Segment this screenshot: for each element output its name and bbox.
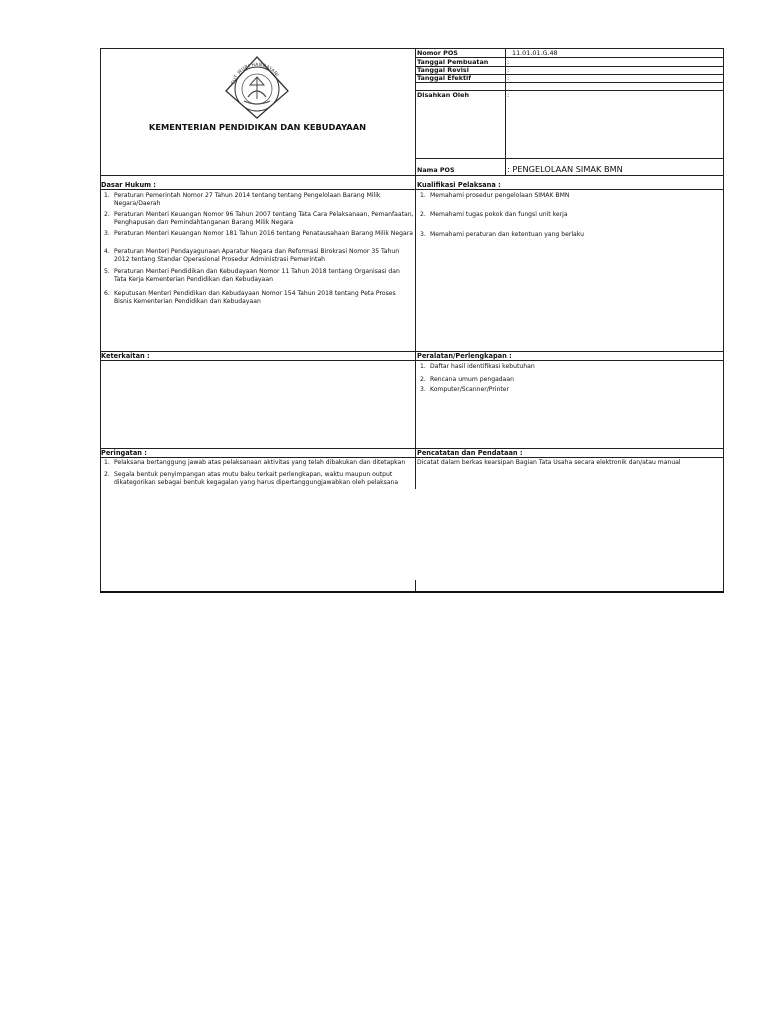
list-item: 1. Peraturan Pemerintah Nomor 27 Tahun 2014 tentang tentang Pengelolaan Barang Milik Negara/Daerah xyxy=(104,192,381,207)
org-title: KEMENTERIAN PENDIDIKAN DAN KEBUDAYAAN xyxy=(148,122,367,132)
list-item: 5. Peraturan Menteri Pendidikan dan Kebudayaan Nomor 11 Tahun 2018 tentang Organisasi dan Tata Kerja Kementerian Pendidikan dan Kebudayaan xyxy=(104,268,400,283)
meta-value-nomor-pos: 11.01.01.G.48 xyxy=(512,49,558,57)
list-item: 1. Pelaksana bertanggung jawab atas pelaksanaan aktivitas yang telah dibakukan dan ditetapkan xyxy=(104,459,406,466)
list-item: 2. Segala bentuk penyimpangan atas mutu baku terkait perlengkapan, waktu maupun output dikategorikan sebagai bentuk kegagalan yang harus dipertanggungjawabkan oleh pelaksana xyxy=(104,471,399,486)
list-item: 3. Memahami peraturan dan ketentuan yang berlaku xyxy=(420,231,584,238)
list-item: 3. Peraturan Menteri Keuangan Nomor 181 Tahun 2016 tentang Penatausahaan Barang Milik Negara xyxy=(104,230,413,237)
list-item: 1. Memahami prosedur pengelolaan SIMAK BMN xyxy=(420,192,570,199)
meta-label-nomor-pos: Nomor POS xyxy=(417,49,458,57)
list-item: 2. Peraturan Menteri Keuangan Nomor 96 Tahun 2007 tentang Tata Cara Pelaksanaan, Pemanfaatan, Penghapusan dan Pemindahtanganan Barang Milik Negara xyxy=(104,211,414,226)
pencatatan-title: Pencatatan dan Pendataan : xyxy=(417,449,523,457)
peralatan-title: Peralatan/Perlengkapan : xyxy=(417,352,512,360)
dasar-hukum-title: Dasar Hukum : xyxy=(101,181,156,189)
meta-label-disahkan-oleh: Disahkan Oleh xyxy=(417,91,470,99)
pencatatan-text: Dicatat dalam berkas kearsipan Bagian Tata Usaha secara elektronik dan/atau manual xyxy=(417,459,681,466)
meta-value-tanggal-pembuatan: : xyxy=(507,58,510,66)
list-item: 2. Rencana umum pengadaan xyxy=(420,376,515,383)
peringatan-title: Peringatan : xyxy=(101,449,147,457)
meta-value-disahkan-oleh: : xyxy=(507,91,510,99)
meta-label-tanggal-pembuatan: Tanggal Pembuatan xyxy=(417,58,489,66)
list-item: 2. Memahami tugas pokok dan fungsi unit kerja xyxy=(420,211,568,218)
meta-value-tanggal-revisi: : xyxy=(507,66,510,74)
list-item: 4. Peraturan Menteri Pendayagunaan Aparatur Negara dan Reformasi Birokrasi Nomor 35 Tahun 2012 tentang Standar Operasional Prosedur Administrasi Pemerintah xyxy=(104,248,400,263)
nama-pos-label: Nama POS xyxy=(417,166,455,174)
list-item: 1. Daftar hasil identifikasi kebutuhan xyxy=(420,363,535,370)
meta-label-tanggal-revisi: Tanggal Revisi xyxy=(417,66,469,74)
list-item: 6. Keputusan Menteri Pendidikan dan Kebudayaan Nomor 154 Tahun 2018 tentang Peta Proses Bisnis Kementerian Pendidikan dan Kebudayaan xyxy=(104,290,396,305)
list-item: 3. Komputer/Scanner/Printer xyxy=(420,386,510,393)
ministry-logo xyxy=(222,55,292,121)
svg-text:TUT WURI HANDAYANI: TUT WURI HANDAYANI xyxy=(231,62,280,86)
kualifikasi-title: Kualifikasi Pelaksana : xyxy=(417,181,501,189)
nama-pos-value: : PENGELOLAAN SIMAK BMN xyxy=(507,164,623,174)
meta-label-tanggal-efektif: Tanggal Efektif xyxy=(417,74,472,82)
meta-value-tanggal-efektif: : xyxy=(507,74,510,82)
keterkaitan-title: Keterkaitan : xyxy=(101,352,150,360)
